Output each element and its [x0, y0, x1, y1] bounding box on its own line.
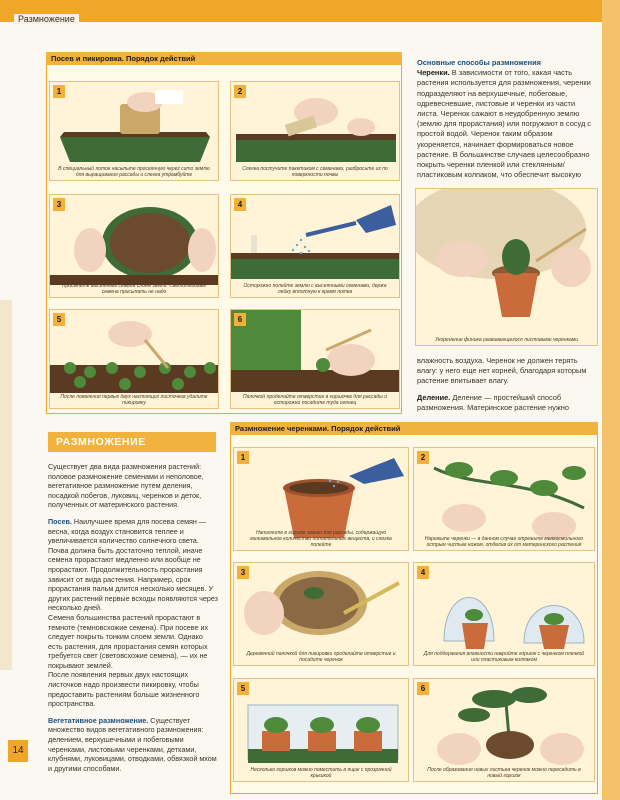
propagation-methods-heading: Основные способы размножения [417, 58, 541, 67]
cuttings-step-4-number: 4 [417, 566, 429, 579]
cuttings-step-3 [233, 562, 409, 666]
sowing-text: Наилучшее время для посева семян — весна, когда воздух становится теплее и увеличивается количество солнечного света. Почва должна быть достаточно теплой, иначе семена прорастают медленно или вообще не прорастают. Продолжительность прорастания зависит от вида растения. Например, срок прорастания пальм длится несколько месяцев. У других растений первые всходы появляются через несколько дней. [48, 516, 218, 613]
division-paragraph [417, 393, 597, 413]
cuttings-step-3-number: 3 [237, 566, 249, 579]
propagation-methods-block [417, 58, 597, 180]
cuttings-step-4-caption: Для поддержания влажности накройте горшок с черенком пленкой или пластиковым колпаком [423, 651, 585, 663]
cuttings-step-2 [413, 447, 595, 551]
cuttings-continued-block [417, 356, 597, 413]
cuttings-step-6-caption: После образования новых листьев черенок можно пересадить в новый горшок [427, 767, 581, 779]
sowing-label: Посев. [48, 516, 72, 526]
cuttings-step-5 [233, 678, 409, 782]
sowing-step-6-number: 6 [234, 313, 246, 326]
cuttings-label: Черенки. [417, 68, 450, 78]
sowing-step-2-caption: Слегка постучите пакетиком с семенами, разбросьте их по поверхности почвы [242, 166, 388, 178]
reproduction-body [48, 462, 218, 773]
sowing-step-4-number: 4 [234, 198, 246, 211]
division-label: Деление. [417, 392, 451, 402]
sowing-text-3: После появления первых двух настоящих листочков надо произвести пикировку, чтобы предоставить растениям больше жизненного пространства. [48, 670, 200, 709]
sowing-text-2: Семена большинства растений прорастают в темноте (темновсхожие семена). При посеве их следует покрыть тонким слоем земли. Однако есть растения, для прорастания семян которых требуется свет (световсхожие семена), — их не покрывают землей. [48, 612, 209, 670]
cuttings-step-2-caption: Нарежьте черенки — в данном случае отрежьте мелкосмольного острым чистым ножом, отделив их от материнского растения [424, 536, 584, 548]
sowing-step-3-number: 3 [53, 198, 65, 211]
right-accent-band [602, 0, 620, 800]
sowing-step-1 [49, 81, 219, 181]
sowing-step-1-caption: В специальный лоток насыпьте просеянную через сито землю для выращивания рассады и слегка утрамбуйте [58, 166, 210, 178]
sowing-step-2-number: 2 [234, 85, 246, 98]
sowing-step-4 [230, 194, 400, 298]
sowing-step-5-caption: После появления первых двух настоящих листочков удалите пикировку [60, 394, 208, 406]
cuttings-step-5-caption: Несколько горшков можно поместить в ящик с прозрачной крышкой [250, 767, 392, 779]
sowing-step-5 [49, 309, 219, 409]
cuttings-text-cont: влажность воздуха. Черенок не должен терять влагу: у него еще нет корней, благодаря которым растение впитывает влагу. [417, 356, 587, 386]
cuttings-panel-title: Размножение черенками. Порядок действий [230, 422, 598, 435]
cuttings-step-6 [413, 678, 595, 782]
reproduction-intro: Существует два вида размножения растений: половое размножение семенами и неполовое, вегетативное размножение путем деления, посадкой побегов, луковиц, черенков и деток, полученных от материнского растения. [48, 462, 204, 510]
division-text: Деление — простейший способ размножения. Материнское растение нужно [417, 392, 569, 412]
sowing-paragraph [48, 517, 218, 613]
cuttings-step-3-caption: Деревянной палочкой для пикировки проделайте отверстие и посадите черенок [246, 651, 396, 663]
cuttings-photo [415, 188, 598, 346]
cuttings-step-5-number: 5 [237, 682, 249, 695]
cuttings-photo-illustration [416, 189, 598, 346]
vegetative-text: Существует множество видов вегетативного размножения: делением, верхушечными и побеговыми черенками, листовыми черенками, детками, клубнями, луковицами, отводками, обвязкой мхом и другими способами. [48, 715, 217, 773]
side-accent-strip [0, 300, 12, 670]
sowing-step-5-number: 5 [53, 313, 65, 326]
cuttings-step-1-number: 1 [237, 451, 249, 464]
reproduction-heading: РАЗМНОЖЕНИЕ [48, 432, 216, 452]
sowing-step-4-caption: Осторожно полейте землю с высеянными семенами, держа лейку вплотную к краям лотка [243, 283, 387, 295]
sowing-panel-title: Посев и пикировка. Порядок действий [46, 52, 402, 65]
sowing-step-3-caption: Присыпьте высеянные семена слоем земли. Светолюбивые семена присыпать не надо [61, 283, 207, 295]
cuttings-step-4 [413, 562, 595, 666]
cuttings-step-6-number: 6 [417, 682, 429, 695]
vegetative-label: Вегетативное размножение. [48, 715, 149, 725]
top-accent-band [0, 0, 620, 22]
sowing-step-6-caption: Палочкой проделайте отверстие в горшочке для рассады и осторожно посадите туда сеянец [242, 394, 388, 406]
sowing-step-2 [230, 81, 400, 181]
page-header-title: Размножение [14, 14, 79, 24]
cuttings-step-1-caption: Наполните в горшок землю для рассады, содержащую минимальное количество питательных веществ, и слегка полейте [250, 530, 392, 548]
cuttings-step-1 [233, 447, 409, 551]
cuttings-paragraph [417, 68, 597, 180]
sowing-step-6 [230, 309, 400, 409]
cuttings-photo-caption: Укоренение финика развивающегося листовыми черенками [434, 337, 578, 343]
sowing-step-3 [49, 194, 219, 298]
vegetative-paragraph [48, 716, 218, 774]
page-number: 14 [8, 740, 28, 762]
cuttings-text: В зависимости от того, какая часть растения используется для размножения, черенки подразделяют на верхушечные, побеговые, одревесневшие, листовые и черенки из части листа. Черенок сажают в неудобренную землю (землю для прорастания) или погружают в сосуд с простой водой. Черенок таким образом укореняется, начинает формироваться новое растение. В большинстве случаев целесообразно покрыть черенки пленкой или стеклянным/пластиковым колпаком, что обеспечит высокую [417, 68, 592, 180]
cuttings-step-2-number: 2 [417, 451, 429, 464]
sowing-step-1-number: 1 [53, 85, 65, 98]
